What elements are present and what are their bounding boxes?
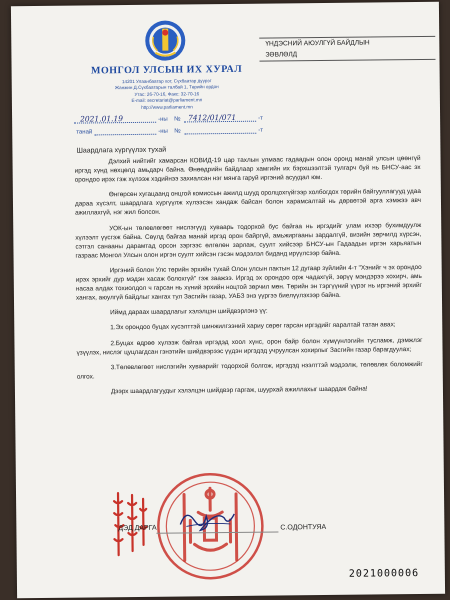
demands-intro: Иймд дараах шаардлагыг хэлэлцэн шийдвэрлэнэ үү: [110, 307, 268, 317]
demand-item: 1.Эх орондоо буцах хүсэлттэй шинжилгээний хариу сөрөг гарсан иргэдийг яаралтай татан авах; [110, 321, 396, 332]
demand-item: 3.Төлөвлөгөөт нислэгийн хуваарийг тодорхой болгож, иргэдэд нээлттэй мэдээлж, төлөвлөх боломжийг олгох. [76, 360, 423, 381]
address-line: http://www.parliament.mn [141, 103, 193, 110]
date-suffix: -ны [158, 116, 168, 123]
recipient-block [259, 36, 435, 62]
address-line: Утас: 26-70-16, Факс: 32-70-16 [134, 91, 200, 97]
number-suffix: -т [258, 115, 263, 122]
demand-item: 2.Буцах өдрөө хүлээж байгаа иргэдэд хоол хүнс, орон байр болон хүмүүнлэгийн тусламж, дэмжлэг үзүүлэх, нислэг цуцлагдсан гэнэтийн шийдвэрээс үүдэн иргэдэд учруулсан хохирлыг Засгийн газар барагдуулах; [76, 336, 423, 357]
reply-suffix: -т [258, 127, 264, 134]
body-paragraph: УОК-ын төлөвлөгөөт нислэгүүд хуваарь тодорхой бус байгаа нь иргэдийг улам ихээр бухимдуулж хүлээлт үүсгэж байна. Сөүлд байгаа манай иргэд орон байргүй, амьжиргааны зардалгүй, визийн зөрчилд хүрсэн, сэтгэл санааны дарамтад орсон зэргээс өлгөлөн зарлаж, суулт хийсээр БНСУ-ын Гадаадын иргэн харьяатын газраас Монгол Улсын олон иргэн суулт хийсэн гэсэн мэдээлэл биданд ирүүлсээр байна. [75, 221, 422, 260]
body-paragraph: Иргэний болон Улс төрийн эрхийн тухай Олон улсын пактын 12 дугаар зүйлийн 4-т "Хэнийг ч эх орондоо ирэх эрхийг дур мэдэн хасаж болохгүй" гэж заажээ. Иргэд эх орондоо орж чадахгүй, зөрүү мэндэрээ хохирч, амь насаа алдах тохиолдол ч гарсан нь хүний эрхийн ноцтой зөрчил мөн. Төрийн эн тэргүүний үүрэг нь иргэний эрхийг хангах, аюулгүй байдлыг хангах тул Засгийн газар, УАБЗ энэ үүргээ биелүүлэхээр байна. [75, 263, 422, 302]
soyombo-emblem-icon [143, 18, 187, 62]
number-label: № [174, 116, 181, 123]
document-number: 2021000006 [348, 568, 420, 580]
address-line: 14201 Улаанбаатар хот, Сүхбаатар дүүрэг [121, 78, 212, 85]
body-paragraph: Өнгөрсөн хугацаанд онцгой комиссын ажилд шууд оролцохгүйгээр холбогдох төрийн байгууллагууд удаа дараа хүсэлт, шаардлага хүргүүлж хүлээсэн хандаж байсан болон харамсалтай нь дөрвөтэй арга хэмжээ авч ажиллахгүй, нэг жил болсон. [74, 188, 422, 218]
handwritten-number: 7412/01/071 [188, 112, 237, 123]
handwritten-date: 2021.01.19 [80, 114, 124, 124]
body-paragraph: Дэлхий нийтийг хамарсан КОВИД-19 цар тахлын улмаас гадаадын олон оронд манай улсын цөөнгүй иргэд хүнд нөхцөлд амьдарч байна. Өнөөдрийн байдлаар хамгийн их бэрхшээлтэй тулгарч буй нь БНСУ-аас эх орондоо ирэх гэж хүлээж хэдийнээ захиалсан нэг мянга гаруй иргэний асуудал юм. [74, 154, 421, 184]
reply-mid: -ны [158, 128, 168, 135]
subject-line: Шаардлага хүргүүлэх тухай [76, 146, 167, 155]
recipient-line: ҮНДЭСНИЙ АЮУЛГҮЙ БАЙДЛЫН [265, 39, 370, 48]
signatory-title: ДЭД ДАРГА [118, 524, 157, 533]
closing-paragraph: Дээрх шаардлагуудыг хэлэлцэн шийдвэр гаргаж, шуурхай ажиллахыг шаардаж байна! [110, 385, 368, 396]
handwritten-signature-icon [176, 504, 236, 535]
date-number-block [74, 112, 264, 136]
organization-name: МОНГОЛ УЛСЫН ИХ ХУРАЛ [90, 63, 243, 77]
recipient-line: ЗӨВЛӨЛД [265, 51, 298, 59]
reply-prefix: танай [76, 129, 93, 136]
letterhead-address [72, 78, 262, 112]
document-page [11, 2, 445, 598]
signatory-name: С.ОДОНТУЯА [280, 523, 327, 532]
reply-number-label: № [174, 128, 181, 135]
address-line: Жанжин Д.Сүхбаатарын талбай 1, Төрийн ордон [114, 84, 219, 91]
letter-body [75, 154, 424, 403]
address-line: E-mail: secretariat@parliament.mn [131, 97, 203, 104]
